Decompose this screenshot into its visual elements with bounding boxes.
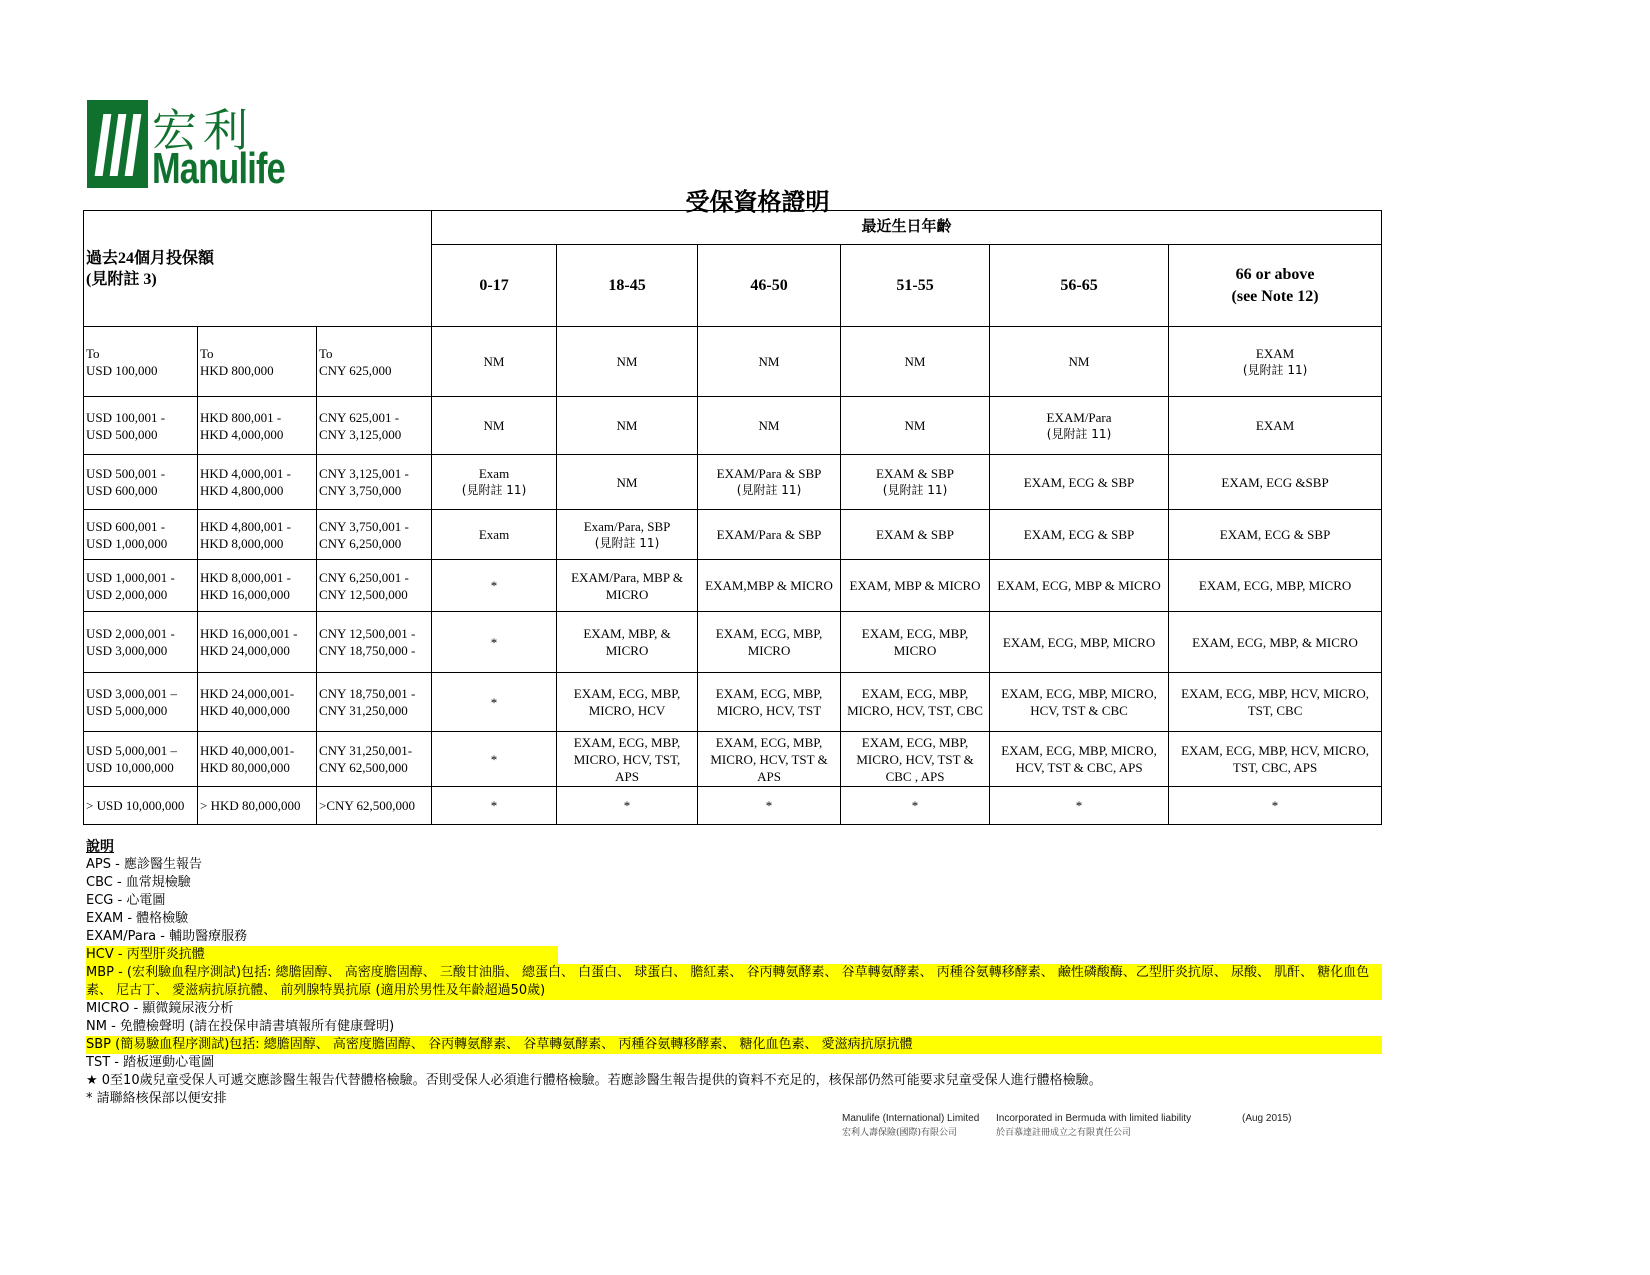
amount-usd-cell bbox=[84, 787, 198, 825]
amount-hkd-cell bbox=[198, 673, 317, 732]
cell-line: (見附註 11) bbox=[594, 535, 660, 550]
table-row bbox=[84, 455, 1382, 510]
amount-hkd-cell bbox=[198, 397, 317, 455]
cell-line: EXAM, ECG, MBP, bbox=[573, 686, 681, 701]
requirement-cell bbox=[432, 673, 557, 732]
cell-line: USD 1,000,000 bbox=[86, 535, 168, 551]
requirement-cell bbox=[698, 397, 841, 455]
requirement-cell bbox=[990, 612, 1169, 673]
amount-usd-cell bbox=[84, 510, 198, 560]
cell-line: * bbox=[490, 694, 498, 710]
cell-line: * bbox=[623, 798, 631, 813]
legend-item bbox=[86, 964, 1382, 1000]
cell-line: HKD 4,800,001 - bbox=[200, 518, 291, 534]
cell-line: USD 600,001 - bbox=[86, 518, 166, 534]
cell-line: NM bbox=[1068, 354, 1090, 369]
legend-item bbox=[86, 910, 1382, 928]
requirement-cell bbox=[1169, 673, 1382, 732]
table-row bbox=[84, 732, 1382, 787]
requirement-cell bbox=[432, 510, 557, 560]
amount-hkd-cell bbox=[198, 455, 317, 510]
cell-line: CNY 18,750,001 - bbox=[319, 686, 416, 701]
cell-line: (見附註 11) bbox=[736, 483, 802, 497]
requirement-cell bbox=[557, 673, 698, 732]
cell-line: USD 3,000,001 – bbox=[86, 686, 178, 701]
amount-hkd-cell bbox=[198, 327, 317, 397]
cell-line: EXAM, ECG, MBP, bbox=[715, 734, 823, 750]
amount-header bbox=[84, 211, 432, 327]
footer-company-en: Manulife (International) Limited bbox=[842, 1113, 980, 1124]
cell-line: USD 100,001 - bbox=[86, 409, 166, 425]
cell-line: HKD 24,000,001- bbox=[200, 686, 295, 701]
footer-date: (Aug 2015) bbox=[1242, 1113, 1292, 1124]
cell-line: * bbox=[911, 798, 919, 813]
amount-cny-cell bbox=[317, 397, 432, 455]
cell-line: NM bbox=[758, 418, 780, 433]
amount-cny-cell bbox=[317, 560, 432, 612]
cell-line: EXAM, ECG &SBP bbox=[1221, 474, 1329, 490]
cell-line: EXAM/Para & SBP bbox=[716, 466, 822, 481]
cell-line: * bbox=[490, 751, 498, 767]
cell-line: HKD 4,000,001 - bbox=[200, 466, 291, 481]
cell-line: EXAM, ECG & SBP bbox=[1023, 527, 1135, 542]
cell-line: CNY 6,250,001 - bbox=[319, 569, 409, 585]
header-row-top bbox=[84, 211, 1382, 245]
legend-item-text: SBP (簡易驗血程序測試)包括: 總膽固醇、 高密度膽固醇、 谷丙轉氨酵素、 谷草轉氨酵素、 丙種谷氨轉移酵素、 糖化血色素、 愛滋病抗原抗體 bbox=[86, 1036, 1382, 1054]
amount-header-line2: (見附註 3) bbox=[86, 270, 157, 288]
requirement-cell bbox=[698, 327, 841, 397]
cell-line: USD 10,000,000 bbox=[86, 760, 174, 775]
requirement-cell bbox=[698, 510, 841, 560]
table-row bbox=[84, 510, 1382, 560]
cell-line: To bbox=[200, 345, 214, 361]
requirement-cell bbox=[698, 560, 841, 612]
cell-line: EXAM & SBP bbox=[876, 527, 955, 542]
requirement-cell bbox=[557, 787, 698, 825]
amount-hkd-cell bbox=[198, 787, 317, 825]
cell-line: NM bbox=[904, 354, 926, 369]
legend-item-text: CBC - 血常規檢驗 bbox=[86, 875, 191, 890]
cell-line: (見附註 11) bbox=[461, 483, 527, 497]
cell-line: * bbox=[490, 634, 498, 650]
cell-line: MICRO, HCV, TST, CBC bbox=[847, 703, 983, 718]
cell-line: MICRO bbox=[605, 643, 649, 658]
cell-line: To bbox=[86, 345, 100, 361]
cell-line: EXAM/Para & SBP bbox=[716, 527, 822, 542]
cell-line: APS bbox=[615, 768, 639, 784]
cell-line: NM bbox=[483, 418, 505, 433]
cell-line: CNY 625,000 bbox=[319, 362, 392, 378]
manulife-logo bbox=[87, 98, 285, 194]
cell-line: CNY 18,750,000 - bbox=[319, 643, 416, 658]
age-band-last-line1: 66 or above bbox=[1235, 265, 1315, 283]
legend-item-text: HCV - 丙型肝炎抗體 bbox=[86, 946, 558, 964]
cell-line: EXAM, ECG, MBP, bbox=[715, 626, 823, 641]
legend-item-text: EXAM/Para - 輔助醫療服務 bbox=[86, 929, 248, 944]
requirement-cell bbox=[557, 455, 698, 510]
cell-line: (見附註 11) bbox=[882, 483, 948, 497]
cell-line: HCV, TST & CBC, APS bbox=[1015, 760, 1143, 775]
requirement-cell bbox=[698, 673, 841, 732]
amount-usd-cell bbox=[84, 455, 198, 510]
cell-line: EXAM bbox=[1255, 418, 1295, 433]
cell-line: CNY 625,001 - bbox=[319, 409, 400, 425]
cell-line: EXAM, ECG, MBP, bbox=[861, 626, 969, 641]
requirement-cell bbox=[432, 612, 557, 673]
cell-line: CNY 3,750,000 bbox=[319, 483, 402, 498]
cell-line: EXAM/Para bbox=[1046, 409, 1112, 425]
cell-line: USD 2,000,000 bbox=[86, 586, 168, 602]
requirement-cell bbox=[1169, 455, 1382, 510]
cell-line: >CNY 62,500,000 bbox=[319, 798, 416, 813]
requirement-cell bbox=[841, 560, 990, 612]
cell-line: * bbox=[1271, 798, 1279, 813]
cell-line: HKD 80,000,000 bbox=[200, 760, 290, 775]
requirement-cell bbox=[698, 787, 841, 825]
requirement-cell bbox=[698, 455, 841, 510]
legend-heading: 說明 bbox=[86, 839, 114, 855]
cell-line: HKD 40,000,000 bbox=[200, 703, 290, 718]
cell-line: MICRO, HCV, TST & bbox=[710, 751, 828, 767]
requirement-cell bbox=[557, 612, 698, 673]
requirement-cell bbox=[990, 673, 1169, 732]
cell-line: USD 1,000,001 - bbox=[86, 569, 175, 585]
table-body bbox=[84, 327, 1382, 825]
cell-line: EXAM, MBP & MICRO bbox=[849, 578, 981, 593]
legend-item bbox=[86, 1036, 1382, 1054]
cell-line: EXAM,MBP & MICRO bbox=[705, 578, 833, 593]
table-row bbox=[84, 327, 1382, 397]
requirement-cell bbox=[841, 397, 990, 455]
requirement-cell bbox=[1169, 732, 1382, 787]
cell-line: EXAM, ECG, MBP, HCV, MICRO, bbox=[1181, 743, 1370, 758]
cell-line: EXAM, ECG, MBP, bbox=[715, 686, 823, 701]
requirement-cell bbox=[432, 732, 557, 787]
cell-line: TST, CBC bbox=[1247, 703, 1303, 718]
cell-line: NM bbox=[483, 354, 505, 369]
cell-line: EXAM, ECG, MBP, MICRO bbox=[1002, 634, 1156, 650]
cell-line: EXAM, ECG & SBP bbox=[1023, 474, 1135, 490]
cell-line: MICRO, HCV, TST, bbox=[573, 751, 681, 767]
age-band-last-line2: (see Note 12) bbox=[1231, 287, 1319, 305]
table-row bbox=[84, 673, 1382, 732]
age-band-header-last bbox=[1169, 245, 1382, 327]
requirement-cell bbox=[841, 673, 990, 732]
requirement-cell bbox=[841, 787, 990, 825]
cell-line: MICRO bbox=[893, 643, 937, 658]
cell-line: CNY 3,125,001 - bbox=[319, 466, 409, 481]
cell-line: EXAM, ECG, MBP, HCV, MICRO, bbox=[1181, 686, 1370, 701]
cell-line: EXAM, ECG, MBP, bbox=[573, 734, 681, 750]
cell-line: USD 600,000 bbox=[86, 483, 158, 498]
cell-line: EXAM, ECG, MBP & MICRO bbox=[997, 578, 1161, 593]
amount-hkd-cell bbox=[198, 732, 317, 787]
amount-cny-cell bbox=[317, 510, 432, 560]
table-row bbox=[84, 612, 1382, 673]
footer-incorporation bbox=[996, 1112, 1191, 1140]
cell-line: EXAM/Para, MBP & bbox=[571, 569, 683, 585]
requirement-cell bbox=[990, 397, 1169, 455]
requirement-cell bbox=[557, 560, 698, 612]
cell-line: HKD 800,001 - bbox=[200, 409, 282, 425]
amount-cny-cell bbox=[317, 732, 432, 787]
cell-line: > HKD 80,000,000 bbox=[200, 798, 301, 813]
legend-item-text: APS - 應診醫生報告 bbox=[86, 857, 202, 872]
cell-line: > USD 10,000,000 bbox=[86, 798, 185, 813]
cell-line: MICRO bbox=[747, 643, 791, 658]
requirement-cell bbox=[841, 455, 990, 510]
requirement-cell bbox=[432, 560, 557, 612]
cell-line: Exam bbox=[478, 466, 510, 481]
page-title: 受保資格證明 bbox=[685, 188, 830, 216]
table-row bbox=[84, 397, 1382, 455]
cell-line: NM bbox=[616, 354, 638, 369]
cell-line: HCV, TST & CBC bbox=[1030, 703, 1128, 718]
cell-line: CNY 12,500,001 - bbox=[319, 626, 416, 641]
legend-item bbox=[86, 892, 1382, 910]
footer-company bbox=[842, 1112, 979, 1140]
requirement-cell bbox=[557, 397, 698, 455]
eligibility-table bbox=[83, 210, 1382, 825]
cell-line: To bbox=[319, 345, 333, 361]
cell-line: TST, CBC, APS bbox=[1232, 760, 1318, 775]
age-header: 最近生日年齡 bbox=[432, 211, 1382, 245]
footer-company-cn: 宏利人壽保險(國際)有限公司 bbox=[842, 1128, 958, 1138]
cell-line: Exam bbox=[478, 527, 510, 542]
legend-item-text: MBP - (宏利驗血程序測試)包括: 總膽固醇、 高密度膽固醇、 三酸甘油脂、 總蛋白、 白蛋白、 球蛋白、 膽紅素、 谷丙轉氨酵素、 谷草轉氨酵素、 丙種谷氨轉移酵素、 鹼性磷酸酶、乙型肝炎抗原、 尿酸、 肌酐、 糖化血色素、 尼古丁、 愛滋病抗原抗體、 前列腺特異抗原 (適用於男性及年齡超過50歲) bbox=[86, 964, 1382, 1000]
requirement-cell bbox=[990, 732, 1169, 787]
cell-line: EXAM, ECG, MBP, & MICRO bbox=[1192, 634, 1358, 650]
requirement-cell bbox=[1169, 560, 1382, 612]
requirement-cell bbox=[990, 560, 1169, 612]
requirement-cell bbox=[841, 510, 990, 560]
requirement-cell bbox=[432, 397, 557, 455]
cell-line: EXAM, ECG & SBP bbox=[1219, 527, 1331, 542]
requirement-cell bbox=[432, 787, 557, 825]
requirement-cell bbox=[841, 732, 990, 787]
cell-line: CNY 3,750,001 - bbox=[319, 518, 409, 534]
legend-item bbox=[86, 1018, 1382, 1036]
requirement-cell bbox=[557, 510, 698, 560]
cell-line: HKD 16,000,001 - bbox=[200, 626, 298, 641]
amount-hkd-cell bbox=[198, 560, 317, 612]
amount-usd-cell bbox=[84, 327, 198, 397]
cell-line: MICRO bbox=[605, 586, 649, 602]
cell-line: CNY 62,500,000 bbox=[319, 760, 408, 775]
manulife-logo-mark bbox=[87, 100, 148, 188]
requirement-cell bbox=[1169, 612, 1382, 673]
logo-chinese-name: 宏利 bbox=[152, 104, 255, 157]
cell-line: MICRO, HCV bbox=[588, 703, 666, 718]
cell-line: * bbox=[765, 798, 773, 813]
requirement-cell bbox=[1169, 510, 1382, 560]
amount-hkd-cell bbox=[198, 510, 317, 560]
requirement-cell bbox=[990, 787, 1169, 825]
cell-line: CNY 31,250,001- bbox=[319, 743, 413, 758]
cell-line: * bbox=[490, 798, 498, 813]
legend-item-text: * 請聯絡核保部以便安排 bbox=[86, 1091, 227, 1106]
amount-hkd-cell bbox=[198, 612, 317, 673]
legend-items bbox=[86, 856, 1382, 1108]
amount-header-line1: 過去24個月投保額 bbox=[86, 249, 215, 267]
legend-item bbox=[86, 856, 1382, 874]
amount-cny-cell bbox=[317, 612, 432, 673]
cell-line: HKD 8,000,001 - bbox=[200, 569, 291, 585]
cell-line: HKD 24,000,000 bbox=[200, 643, 290, 658]
requirement-cell bbox=[698, 612, 841, 673]
cell-line: EXAM, ECG, MBP, MICRO bbox=[1198, 578, 1352, 593]
cell-line: USD 500,000 bbox=[86, 426, 158, 442]
amount-cny-cell bbox=[317, 673, 432, 732]
cell-line: USD 500,001 - bbox=[86, 466, 166, 481]
cell-line: * bbox=[1075, 798, 1083, 813]
amount-usd-cell bbox=[84, 673, 198, 732]
cell-line: USD 2,000,001 - bbox=[86, 626, 175, 641]
requirement-cell bbox=[1169, 397, 1382, 455]
cell-line: CNY 31,250,000 bbox=[319, 703, 408, 718]
cell-line: HKD 16,000,000 bbox=[200, 586, 290, 602]
cell-line: CNY 12,500,000 bbox=[319, 586, 408, 602]
cell-line: USD 3,000,000 bbox=[86, 643, 168, 658]
age-band-header: 51-55 bbox=[841, 245, 990, 327]
cell-line: APS bbox=[757, 768, 781, 784]
legend-item-text: MICRO - 顯微鏡尿液分析 bbox=[86, 1001, 234, 1016]
cell-line: USD 5,000,000 bbox=[86, 703, 168, 718]
age-band-header: 0-17 bbox=[432, 245, 557, 327]
footer-incorp-cn: 於百慕達註冊成立之有限責任公司 bbox=[996, 1128, 1132, 1138]
cell-line: NM bbox=[758, 354, 780, 369]
cell-line: (見附註 11) bbox=[1046, 426, 1112, 441]
requirement-cell bbox=[990, 510, 1169, 560]
amount-cny-cell bbox=[317, 455, 432, 510]
legend-item bbox=[86, 1072, 1382, 1090]
legend-item bbox=[86, 946, 1382, 964]
cell-line: Exam/Para, SBP bbox=[583, 518, 671, 534]
cell-line: EXAM, ECG, MBP, MICRO, bbox=[1001, 743, 1157, 758]
amount-usd-cell bbox=[84, 612, 198, 673]
cell-line: CBC , APS bbox=[885, 768, 945, 784]
cell-line: NM bbox=[616, 418, 638, 433]
amount-usd-cell bbox=[84, 732, 198, 787]
age-band-header: 56-65 bbox=[990, 245, 1169, 327]
cell-line: MICRO, HCV, TST & bbox=[856, 751, 974, 767]
cell-line: EXAM, ECG, MBP, MICRO, bbox=[1001, 686, 1157, 701]
amount-cny-cell bbox=[317, 787, 432, 825]
cell-line: HKD 8,000,000 bbox=[200, 535, 284, 551]
age-band-header: 18-45 bbox=[557, 245, 698, 327]
legend-item bbox=[86, 1000, 1382, 1018]
legend-item-text: EXAM - 體格檢驗 bbox=[86, 911, 189, 926]
cell-line: CNY 6,250,000 bbox=[319, 535, 402, 551]
cell-line: NM bbox=[904, 418, 926, 433]
requirement-cell bbox=[990, 327, 1169, 397]
requirement-cell bbox=[1169, 327, 1382, 397]
age-band-header: 46-50 bbox=[698, 245, 841, 327]
table-row bbox=[84, 560, 1382, 612]
table-row bbox=[84, 787, 1382, 825]
legend-item bbox=[86, 1054, 1382, 1072]
cell-line: HKD 40,000,001- bbox=[200, 743, 295, 758]
cell-line: USD 100,000 bbox=[86, 362, 158, 378]
amount-usd-cell bbox=[84, 397, 198, 455]
legend-item-text: ECG - 心電圖 bbox=[86, 893, 166, 908]
cell-line: EXAM, MBP, & bbox=[583, 626, 671, 641]
cell-line: EXAM & SBP bbox=[876, 466, 955, 481]
requirement-cell bbox=[432, 327, 557, 397]
cell-line: (見附註 11) bbox=[1242, 362, 1308, 377]
amount-cny-cell bbox=[317, 327, 432, 397]
cell-line: MICRO, HCV, TST bbox=[716, 703, 822, 718]
requirement-cell bbox=[841, 327, 990, 397]
legend-item bbox=[86, 874, 1382, 892]
cell-line: EXAM bbox=[1255, 345, 1295, 361]
cell-line: EXAM, ECG, MBP, bbox=[861, 734, 969, 750]
cell-line: CNY 3,125,000 bbox=[319, 426, 402, 442]
requirement-cell bbox=[557, 732, 698, 787]
legend-item-text: ★ 0至10歲兒童受保人可遞交應診醫生報告代替體格檢驗。否則受保人必須進行體格檢驗。若應診醫生報告提供的資料不充足的，核保部仍然可能要求兒童受保人進行體格檢驗。 bbox=[86, 1073, 1102, 1088]
cell-line: * bbox=[490, 578, 498, 593]
cell-line: NM bbox=[616, 474, 638, 490]
requirement-cell bbox=[557, 327, 698, 397]
logo-english-name: Manulife bbox=[152, 144, 285, 193]
requirement-cell bbox=[990, 455, 1169, 510]
legend-item-text: NM - 免體檢聲明 (請在投保申請書填報所有健康聲明) bbox=[86, 1019, 395, 1034]
requirement-cell bbox=[841, 612, 990, 673]
cell-line: USD 5,000,001 – bbox=[86, 743, 178, 758]
legend bbox=[86, 838, 1382, 1108]
cell-line: HKD 800,000 bbox=[200, 362, 274, 378]
legend-item bbox=[86, 1090, 1382, 1108]
legend-item-text: TST - 踏板運動心電圖 bbox=[86, 1055, 215, 1070]
legend-item bbox=[86, 928, 1382, 946]
requirement-cell bbox=[432, 455, 557, 510]
amount-usd-cell bbox=[84, 560, 198, 612]
cell-line: EXAM, ECG, MBP, bbox=[861, 686, 969, 701]
requirement-cell bbox=[1169, 787, 1382, 825]
footer-incorp-en: Incorporated in Bermuda with limited liability bbox=[996, 1113, 1192, 1124]
cell-line: HKD 4,800,000 bbox=[200, 483, 284, 498]
cell-line: HKD 4,000,000 bbox=[200, 426, 284, 442]
requirement-cell bbox=[698, 732, 841, 787]
